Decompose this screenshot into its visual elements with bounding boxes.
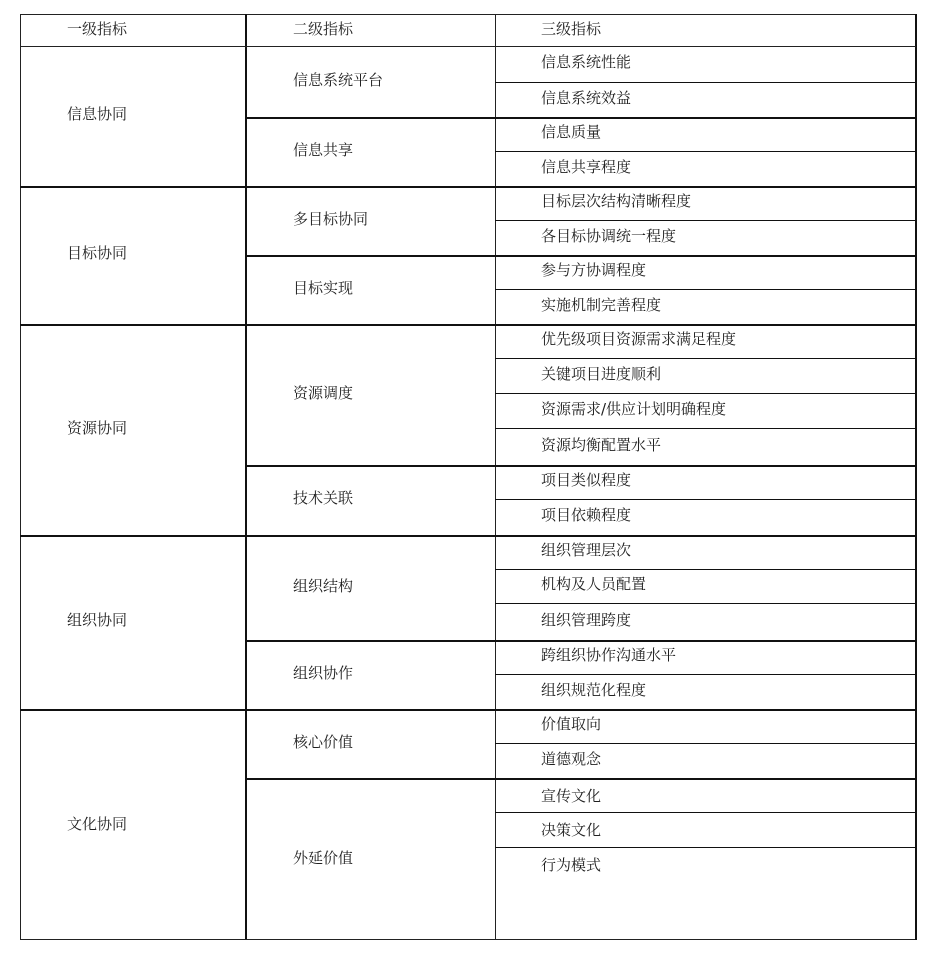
level3-row-divider <box>495 674 916 675</box>
level3-row-divider <box>495 603 916 604</box>
level1-row-divider <box>20 324 916 326</box>
level2-row-divider <box>245 117 916 119</box>
level3-row-divider <box>495 812 916 813</box>
level3-row-divider <box>495 393 916 394</box>
level1-row-divider <box>20 186 916 188</box>
level3-row-divider <box>495 428 916 429</box>
level3-cell: 决策文化 <box>541 821 602 839</box>
level3-row-divider <box>495 151 916 152</box>
column-divider-2 <box>495 14 496 939</box>
level1-cell: 资源协同 <box>67 418 128 437</box>
table-border-left <box>20 14 21 939</box>
level3-cell: 项目依赖程度 <box>541 506 632 524</box>
header-cell-1: 一级指标 <box>67 20 128 38</box>
level2-cell: 信息系统平台 <box>293 70 384 89</box>
level2-cell: 多目标协同 <box>293 209 369 228</box>
header-cell-3: 三级指标 <box>541 20 602 38</box>
level2-cell: 信息共享 <box>293 140 354 159</box>
table-border-top <box>20 14 916 15</box>
level3-cell: 资源均衡配置水平 <box>541 435 662 454</box>
level3-cell: 信息系统性能 <box>541 53 632 71</box>
level3-cell: 优先级项目资源需求满足程度 <box>541 330 737 348</box>
header-divider <box>20 46 916 47</box>
level2-cell: 技术关联 <box>293 489 354 507</box>
level3-row-divider <box>495 847 916 848</box>
level3-cell: 宣传文化 <box>541 787 602 805</box>
level2-row-divider <box>245 465 916 467</box>
level3-cell: 价值取向 <box>541 715 602 733</box>
level2-cell: 外延价值 <box>293 849 354 867</box>
level1-cell: 目标协同 <box>67 244 128 262</box>
level3-row-divider <box>495 82 916 83</box>
level3-cell: 项目类似程度 <box>541 471 632 489</box>
level3-cell: 关键项目进度顺利 <box>541 364 662 383</box>
level2-cell: 核心价值 <box>293 732 354 751</box>
level3-cell: 组织管理层次 <box>541 541 632 559</box>
level3-cell: 资源需求/供应计划明确程度 <box>541 399 727 418</box>
table-border-bottom <box>20 939 917 940</box>
table-border-right <box>915 14 917 940</box>
level3-row-divider <box>495 358 916 359</box>
level2-row-divider <box>245 255 916 257</box>
level3-row-divider <box>495 220 916 221</box>
level3-cell: 道德观念 <box>541 749 602 768</box>
level3-cell: 信息共享程度 <box>541 157 632 176</box>
level3-cell: 各目标协调统一程度 <box>541 226 677 245</box>
header-cell-2: 二级指标 <box>293 20 354 38</box>
level3-row-divider <box>495 499 916 500</box>
column-divider-1 <box>245 14 247 939</box>
level3-cell: 机构及人员配置 <box>541 575 647 593</box>
level1-cell: 文化协同 <box>67 815 128 833</box>
level2-cell: 目标实现 <box>293 278 354 297</box>
level2-cell: 资源调度 <box>293 383 354 402</box>
level3-row-divider <box>495 743 916 744</box>
level3-cell: 行为模式 <box>541 856 602 874</box>
level3-cell: 目标层次结构清晰程度 <box>541 192 692 210</box>
level3-cell: 跨组织协作沟通水平 <box>541 646 677 664</box>
level2-row-divider <box>245 640 916 642</box>
level3-cell: 实施机制完善程度 <box>541 295 662 314</box>
level1-cell: 信息协同 <box>67 105 128 123</box>
level1-cell: 组织协同 <box>67 611 128 629</box>
level3-row-divider <box>495 569 916 570</box>
level1-row-divider <box>20 709 916 711</box>
level2-row-divider <box>245 778 916 780</box>
level3-cell: 信息质量 <box>541 123 602 141</box>
level3-cell: 信息系统效益 <box>541 88 632 107</box>
level3-cell: 组织管理跨度 <box>541 610 632 629</box>
level3-cell: 参与方协调程度 <box>541 261 647 279</box>
level3-cell: 组织规范化程度 <box>541 680 647 699</box>
level2-cell: 组织协作 <box>293 663 354 682</box>
level3-row-divider <box>495 289 916 290</box>
level1-row-divider <box>20 535 916 537</box>
level2-cell: 组织结构 <box>293 576 354 595</box>
